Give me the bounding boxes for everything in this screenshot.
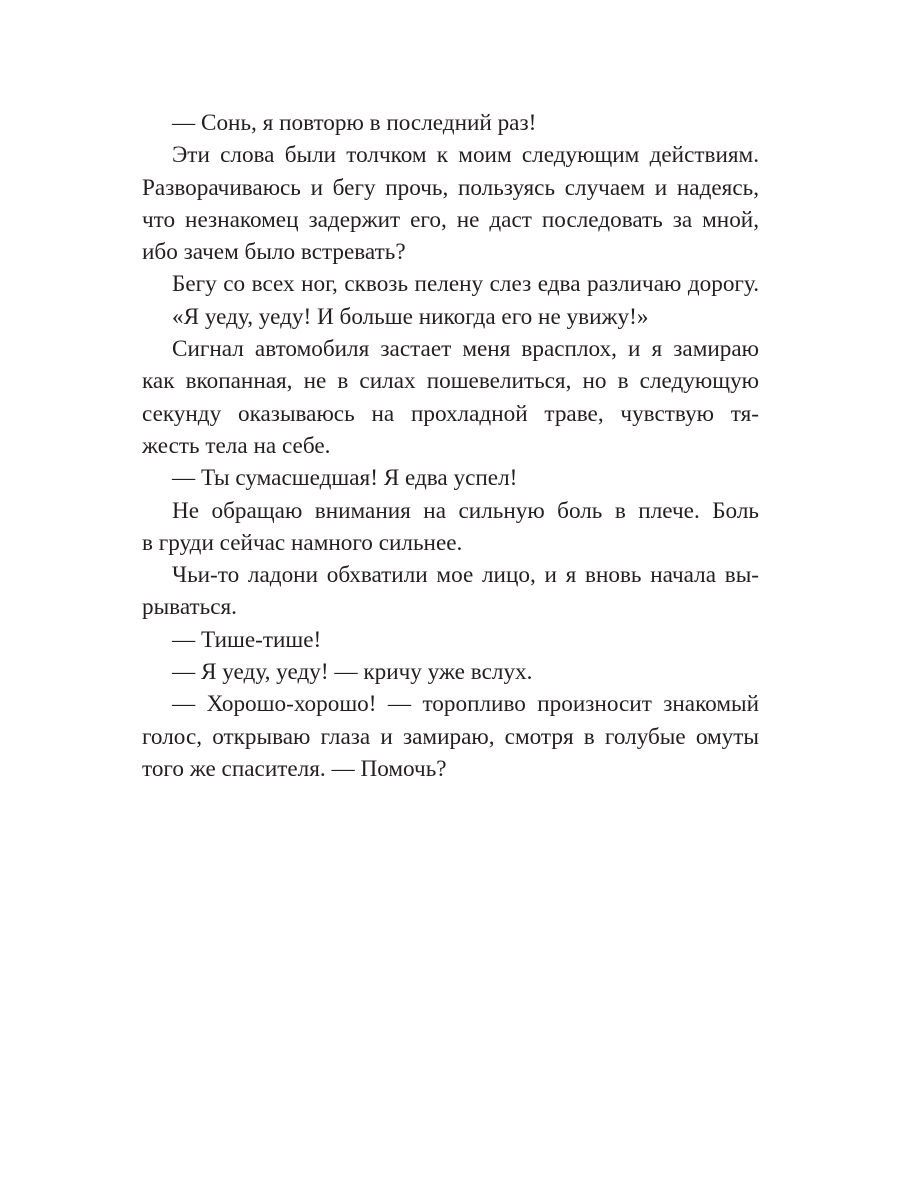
text-line: голос, открываю глаза и замираю, смотря в голубые омуты bbox=[142, 723, 759, 750]
text-line: Бегу со всех ног, сквозь пелену слез едва различаю дорогу. bbox=[172, 271, 759, 298]
text-line: Эти слова были толчком к моим следующим действиям. bbox=[172, 142, 759, 169]
text-line: ибо зачем было встревать? bbox=[142, 239, 406, 266]
text-line: — Я уеду, уеду! — кричу уже вслух. bbox=[172, 659, 533, 686]
text-line: Не обращаю внимания на сильную боль в плече. Боль bbox=[172, 497, 759, 524]
text-line: — Тише-тише! bbox=[172, 626, 322, 653]
text-line: в груди сейчас намного сильнее. bbox=[142, 529, 463, 556]
text-line: секунду оказываюсь на прохладной траве, чувствую тя- bbox=[142, 400, 759, 427]
text-line: — Сонь, я повторю в последний раз! bbox=[172, 110, 537, 136]
text-line: того же спасителя. — Помочь? bbox=[142, 755, 447, 782]
text-line: Чьи-то ладони обхватили мое лицо, и я вновь начала вы- bbox=[172, 562, 759, 589]
text-line: Сигнал автомобиля застает меня врасплох, и я замираю bbox=[172, 336, 759, 363]
text-line: — Ты сумасшедшая! Я едва успел! bbox=[172, 465, 518, 492]
text-line: жесть тела на себе. bbox=[142, 432, 331, 459]
text-line: — Хорошо-хорошо! — торопливо произносит знакомый bbox=[172, 691, 759, 718]
body-text bbox=[142, 107, 759, 785]
text-line: Разворачиваюсь и бегу прочь, пользуясь случаем и надеясь, bbox=[142, 174, 759, 201]
text-line: «Я уеду, уеду! И больше никогда его не увижу!» bbox=[172, 303, 649, 330]
text-line: рываться. bbox=[142, 594, 237, 621]
text-line: что незнакомец задержит его, не даст последовать за мной, bbox=[142, 206, 759, 233]
text-line: как вкопанная, не в силах пошевелиться, но в следующую bbox=[142, 368, 759, 395]
